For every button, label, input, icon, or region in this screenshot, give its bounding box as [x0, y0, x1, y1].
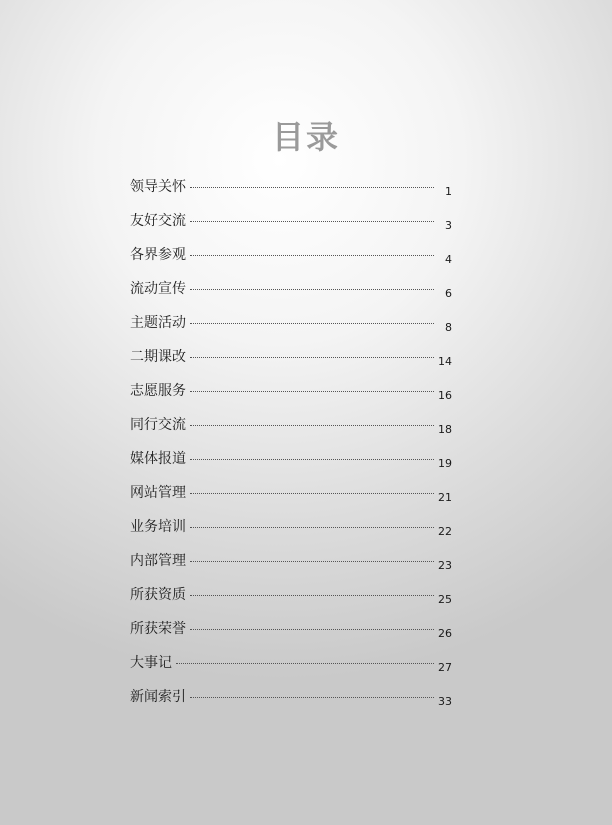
- toc-entry[interactable]: [130, 379, 452, 413]
- dot-leader: [190, 629, 434, 630]
- dot-leader: [190, 289, 434, 290]
- toc-entry-label: 二期课改: [130, 349, 186, 365]
- dot-leader: [190, 391, 434, 392]
- toc-page-number: 8: [445, 321, 452, 334]
- toc-entry[interactable]: [130, 617, 452, 651]
- toc-entry-label: 志愿服务: [130, 383, 186, 399]
- dot-leader: [190, 357, 434, 358]
- dot-leader: [190, 561, 434, 562]
- toc-page-number: 25: [438, 593, 452, 606]
- toc-entry-label: 主题活动: [130, 315, 186, 331]
- toc-entry[interactable]: [130, 685, 452, 719]
- toc-page-number: 18: [438, 423, 452, 436]
- toc-page-number: 14: [438, 355, 452, 368]
- toc-page-number: 22: [438, 525, 452, 538]
- toc-entry-label: 领导关怀: [130, 179, 186, 195]
- toc-page-number: 26: [438, 627, 452, 640]
- toc-page-number: 19: [438, 457, 452, 470]
- toc-entry[interactable]: [130, 549, 452, 583]
- dot-leader: [190, 595, 434, 596]
- toc-page-number: 6: [445, 287, 452, 300]
- toc-entry-label: 新闻索引: [130, 689, 186, 705]
- dot-leader: [190, 493, 434, 494]
- toc-entry-label: 网站管理: [130, 485, 186, 501]
- page-title: 目录: [271, 118, 340, 156]
- toc-entry[interactable]: [130, 243, 452, 277]
- toc-page-number: 23: [438, 559, 452, 572]
- toc-entry[interactable]: [130, 311, 452, 345]
- toc-page-number: 16: [438, 389, 452, 402]
- toc-entry[interactable]: [130, 583, 452, 617]
- toc-page-number: 1: [445, 185, 452, 198]
- toc-entry[interactable]: [130, 345, 452, 379]
- toc-entry-label: 同行交流: [130, 417, 186, 433]
- toc-entry[interactable]: [130, 515, 452, 549]
- toc-entry[interactable]: [130, 277, 452, 311]
- dot-leader: [190, 425, 434, 426]
- toc-entry-label: 各界参观: [130, 247, 186, 263]
- toc-entry-label: 内部管理: [130, 553, 186, 569]
- toc-entry-label: 友好交流: [130, 213, 186, 229]
- dot-leader: [190, 255, 434, 256]
- toc-entry[interactable]: [130, 209, 452, 243]
- dot-leader: [176, 663, 434, 664]
- toc-entry-label: 流动宣传: [130, 281, 186, 297]
- toc-page-number: 3: [445, 219, 452, 232]
- table-of-contents: [130, 175, 452, 719]
- toc-entry-label: 大事记: [130, 655, 172, 671]
- dot-leader: [190, 323, 434, 324]
- toc-entry[interactable]: [130, 175, 452, 209]
- dot-leader: [190, 459, 434, 460]
- dot-leader: [190, 527, 434, 528]
- toc-entry[interactable]: [130, 481, 452, 515]
- toc-entry-label: 所获荣誉: [130, 621, 186, 637]
- toc-page-number: 21: [438, 491, 452, 504]
- toc-entry[interactable]: [130, 651, 452, 685]
- toc-entry[interactable]: [130, 413, 452, 447]
- dot-leader: [190, 221, 434, 222]
- toc-page-number: 27: [438, 661, 452, 674]
- dot-leader: [190, 697, 434, 698]
- toc-entry-label: 媒体报道: [130, 451, 186, 467]
- toc-page-number: 4: [445, 253, 452, 266]
- dot-leader: [190, 187, 434, 188]
- toc-entry-label: 所获资质: [130, 587, 186, 603]
- toc-entry[interactable]: [130, 447, 452, 481]
- toc-page-number: 33: [438, 695, 452, 708]
- toc-entry-label: 业务培训: [130, 519, 186, 535]
